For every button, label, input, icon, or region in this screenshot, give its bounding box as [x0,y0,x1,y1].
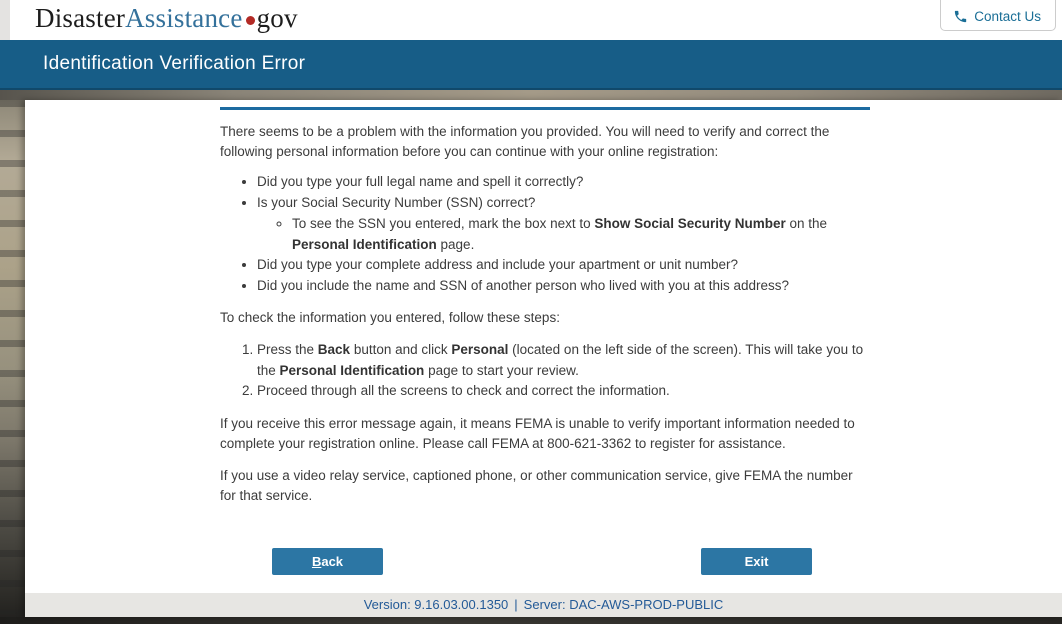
verification-checklist [220,172,870,296]
step-item-1 [257,340,870,381]
ssn-note-bold-show-ssn: Show Social Security Number [594,216,786,231]
step1-mid1: button and click [350,342,452,357]
exit-button[interactable]: Exit [701,548,812,575]
main-area [0,100,1062,617]
ssn-note-post: page. [436,237,475,252]
steps-list [220,340,870,402]
ssn-note-item [292,213,870,255]
step1-mid2: (located on the left side of the screen). This will take you to the [257,342,864,378]
intro-paragraph: There seems to be a problem with the information you provided. You will need to verify and correct the following personal information before you can continue with your online registration: [220,124,830,159]
version-footer [25,593,1062,617]
logo-dot-icon [246,16,255,25]
checklist-item-address: • Did you type your complete address and include your apartment or unit number? [257,255,870,276]
ssn-note-pre: To see the SSN you entered, mark the box next to [292,216,595,231]
back-button-rest: ack [321,553,344,569]
contact-us-button[interactable] [940,0,1056,31]
server-value: DAC-AWS-PROD-PUBLIC [569,597,724,612]
ssn-sublist [257,213,870,255]
step1-post: page to start your review. [424,362,579,378]
button-row [220,548,870,575]
footer-separator: | [514,597,518,612]
step1-bold-personal-id: Personal Identification [279,362,425,378]
step1-bold-personal: Personal [451,342,509,357]
back-button-accesskey: B [311,553,322,569]
error-message-content [220,100,870,575]
back-button[interactable] [272,548,383,575]
title-bar [0,40,1062,90]
version-value: 9.16.03.00.1350 [414,597,509,612]
content-panel [25,100,1062,617]
version-label: Version: [363,597,415,612]
checklist-item-ssn-text: Is your Social Security Number (SSN) correct? [257,194,536,210]
step-item-2: 2. Proceed through all the screens to check and correct the information. [257,381,870,402]
background-photo-band [0,90,1062,100]
fema-paragraph: If you receive this error message again, it means FEMA is unable to verify important information needed to complete your registration online. Please call FEMA at 800-621-3362 to register for assistance. [220,415,855,451]
accent-divider [220,107,870,110]
ssn-note-mid: on the [785,216,828,231]
top-header [0,0,1062,40]
logo-text-disaster: Disaster [35,3,126,33]
steps-intro-paragraph: To check the information you entered, follow these steps: [220,310,560,325]
relay-paragraph: If you use a video relay service, captioned phone, or other communication service, give FEMA the number for that service. [220,467,853,503]
step1-pre: Press the [257,342,318,357]
step1-bold-back: Back [317,342,351,357]
page-title: Identification Verification Error [43,53,306,74]
ssn-note-bold-personal-id: Personal Identification [292,237,437,252]
checklist-item-ssn [257,193,870,256]
logo-text-assistance: Assistance [125,3,243,33]
contact-us-label: Contact Us [974,9,1041,24]
server-label: Server: [523,597,570,612]
background-photo-bottom [0,617,1062,624]
checklist-item-name: • Did you type your full legal name and spell it correctly? [257,172,870,193]
background-edge-strip [0,0,10,40]
checklist-item-other-person: • Did you include the name and SSN of another person who lived with you at this address? [257,276,870,297]
logo-text-gov: gov [256,3,298,33]
phone-icon [953,9,968,24]
background-photo-left [0,100,25,617]
site-logo[interactable] [35,3,298,34]
